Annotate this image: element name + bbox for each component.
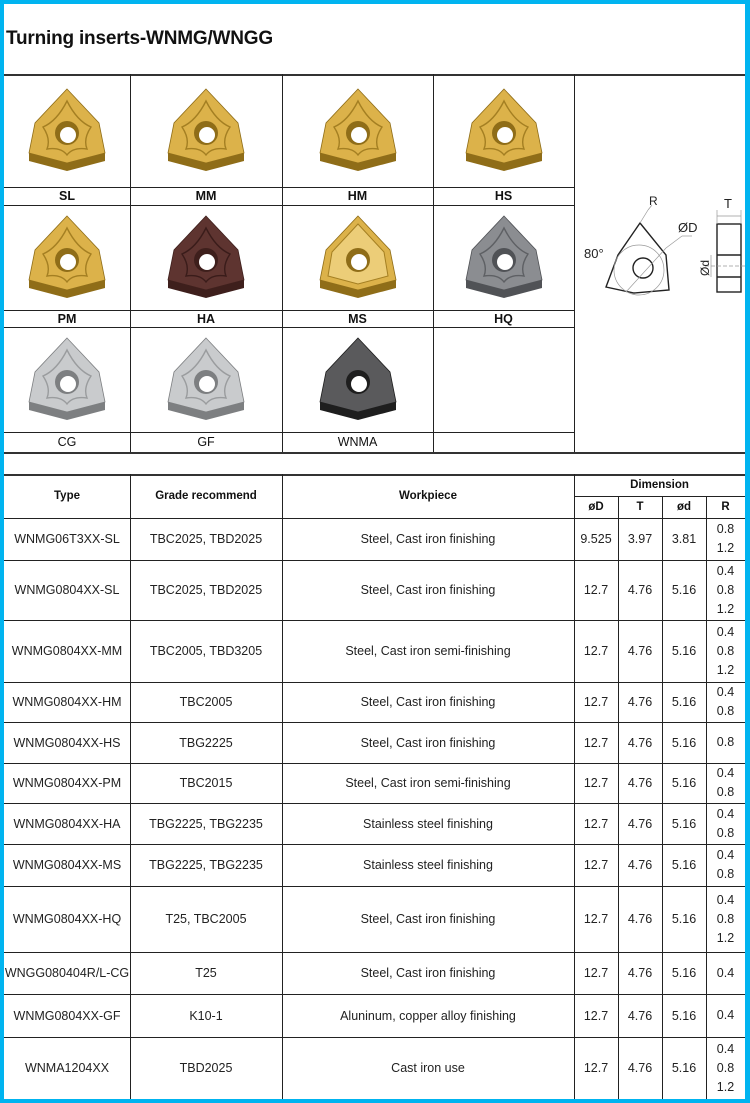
cell-workpiece: Stainless steel finishing	[363, 858, 493, 872]
cell-id: 5.16	[671, 695, 697, 709]
cell-r	[706, 620, 745, 682]
insert-image-hq	[433, 205, 574, 310]
cell-od: 12.7	[583, 858, 609, 872]
cell-id: 5.16	[671, 858, 697, 872]
dimension-drawing	[574, 180, 745, 340]
svg-text:ØD: ØD	[678, 220, 698, 235]
cell-workpiece: Steel, Cast iron semi-finishing	[345, 776, 511, 790]
cell-t: 3.97	[627, 532, 653, 546]
radius-value: 1.2	[716, 541, 735, 555]
cell-workpiece: Steel, Cast iron semi-finishing	[345, 644, 511, 658]
radius-value: 0.8	[716, 911, 735, 926]
page-title: Turning inserts-WNMG/WNGG	[6, 28, 273, 49]
radius-value: 0.8	[716, 735, 735, 749]
cell-type: WNMG0804XX-SL	[14, 583, 120, 597]
header-r: R	[721, 501, 730, 513]
insert-label: PM	[57, 311, 77, 326]
cell-od: 12.7	[583, 816, 609, 831]
cell-grade: TBD2025	[179, 1061, 233, 1075]
cell-r	[706, 1037, 745, 1099]
cell-grade: K10-1	[189, 1008, 223, 1023]
cell-id: 5.16	[671, 912, 697, 926]
insert-label: WNMA	[337, 435, 378, 449]
radius-value: 0.4	[716, 1008, 735, 1022]
svg-text:T: T	[724, 196, 732, 211]
cell-t: 4.76	[627, 776, 653, 790]
insert-image-pm	[4, 205, 130, 310]
cell-od: 9.525	[580, 532, 612, 546]
cell-t: 4.76	[627, 583, 653, 597]
insert-label: MS	[348, 311, 367, 326]
cell-id: 5.16	[671, 583, 697, 597]
radius-value: 0.4	[716, 892, 735, 907]
cell-t: 4.76	[627, 735, 653, 750]
insert-label: HA	[196, 311, 216, 326]
cell-grade: T25, TBC2005	[165, 912, 247, 926]
cell-grade: TBC2005, TBD3205	[149, 644, 263, 658]
radius-value: 0.4	[716, 806, 735, 821]
cell-r	[706, 844, 745, 886]
radius-value: 1.2	[716, 601, 735, 616]
insert-label: CG	[57, 435, 77, 449]
cell-workpiece: Cast iron use	[391, 1061, 465, 1075]
cell-r	[706, 994, 745, 1037]
insert-pm-icon	[17, 210, 117, 306]
cell-workpiece: Steel, Cast iron finishing	[360, 583, 496, 597]
cell-workpiece: Steel, Cast iron finishing	[360, 735, 496, 750]
header-id: ød	[676, 501, 692, 513]
cell-type: WNMG0804XX-HQ	[12, 912, 122, 926]
cell-type: WNMG0804XX-MM	[11, 644, 123, 658]
header-t: T	[636, 501, 644, 513]
cell-grade: TBG2225	[179, 735, 233, 750]
cell-workpiece: Steel, Cast iron finishing	[360, 695, 496, 709]
cell-r	[706, 722, 745, 763]
radius-value: 1.2	[716, 930, 735, 945]
insert-image-hs	[433, 74, 574, 187]
cell-type: WNMG0804XX-HS	[13, 735, 121, 750]
cell-grade: T25	[195, 966, 217, 980]
cell-id: 5.16	[671, 735, 697, 750]
header-dimension: Dimension	[630, 479, 689, 491]
cell-type: WNGG080404R/L-CG	[4, 966, 130, 980]
cell-t: 4.76	[627, 966, 653, 980]
cell-id: 5.16	[671, 776, 697, 790]
radius-value: 0.4	[716, 563, 735, 578]
cell-id: 5.16	[671, 644, 697, 658]
cell-id: 5.16	[671, 1008, 697, 1023]
insert-ha-icon	[156, 210, 256, 306]
cell-od: 12.7	[583, 912, 609, 926]
cell-type: WNMG0804XX-PM	[12, 776, 122, 790]
radius-value: 0.4	[716, 624, 735, 639]
header-od: øD	[588, 501, 604, 513]
insert-image-cg	[4, 327, 130, 432]
cell-grade: TBC2025, TBD2025	[149, 583, 263, 597]
cell-t: 4.76	[627, 644, 653, 658]
radius-value: 0.8	[716, 785, 735, 799]
insert-image-ha	[130, 205, 282, 310]
insert-image-ms	[282, 205, 433, 310]
insert-label: MM	[195, 189, 217, 203]
cell-grade: TBC2015	[179, 776, 233, 790]
insert-sl-icon	[17, 83, 117, 179]
radius-value: 0.8	[716, 522, 735, 536]
cell-od: 12.7	[583, 583, 609, 597]
cell-od: 12.7	[583, 695, 609, 709]
cell-od: 12.7	[583, 644, 609, 658]
cell-type: WNMG0804XX-HA	[13, 816, 121, 831]
insert-label: HS	[494, 189, 513, 203]
cell-od: 12.7	[583, 1008, 609, 1023]
radius-value: 0.8	[716, 704, 735, 718]
cell-t: 4.76	[627, 1061, 653, 1075]
insert-image-hm	[282, 74, 433, 187]
radius-value: 0.4	[716, 685, 735, 699]
cell-type: WNMG06T3XX-SL	[14, 532, 120, 546]
insert-cg-icon	[17, 332, 117, 428]
svg-text:Ød: Ød	[698, 259, 712, 276]
insert-image-mm	[130, 74, 282, 187]
cell-id: 5.16	[671, 966, 697, 980]
cell-grade: TBG2225, TBG2235	[149, 858, 263, 872]
cell-r	[706, 763, 745, 803]
cell-type: WNMG0804XX-GF	[13, 1008, 121, 1023]
cell-type: WNMA1204XX	[24, 1061, 110, 1075]
insert-label: HM	[347, 189, 368, 203]
cell-workpiece: Aluninum, copper alloy finishing	[340, 1008, 516, 1023]
cell-type: WNMG0804XX-HM	[12, 695, 122, 709]
insert-geometry-icon	[574, 180, 745, 340]
cell-od: 12.7	[583, 776, 609, 790]
cell-r	[706, 560, 745, 620]
cell-od: 12.7	[583, 966, 609, 980]
cell-t: 4.76	[627, 816, 653, 831]
insert-label: HQ	[494, 311, 513, 326]
cell-r	[706, 952, 745, 994]
svg-text:80°: 80°	[584, 246, 604, 261]
cell-grade: TBC2005	[179, 695, 233, 709]
insert-hs-icon	[454, 83, 554, 179]
rule-line	[4, 452, 745, 454]
insert-ms-icon	[308, 210, 408, 306]
cell-r	[706, 886, 745, 952]
insert-gf-icon	[156, 332, 256, 428]
radius-value: 0.8	[716, 582, 735, 597]
header-type: Type	[54, 490, 80, 502]
svg-text:R: R	[649, 194, 658, 208]
radius-value: 0.4	[716, 848, 735, 862]
radius-value: 1.2	[716, 662, 735, 677]
cell-id: 5.16	[671, 816, 697, 831]
cell-id: 3.81	[671, 532, 697, 546]
insert-label: GF	[197, 435, 215, 449]
cell-r	[706, 803, 745, 844]
insert-hm-icon	[308, 83, 408, 179]
header-grade: Grade recommend	[155, 490, 257, 502]
cell-workpiece: Steel, Cast iron finishing	[360, 532, 496, 546]
insert-image-sl	[4, 74, 130, 187]
cell-t: 4.76	[627, 858, 653, 872]
cell-od: 12.7	[583, 735, 609, 750]
header-workpiece: Workpiece	[399, 490, 457, 502]
radius-value: 0.8	[716, 867, 735, 881]
cell-t: 4.76	[627, 695, 653, 709]
insert-mm-icon	[156, 83, 256, 179]
cell-r	[706, 518, 745, 560]
cell-r	[706, 682, 745, 722]
cell-id: 5.16	[671, 1061, 697, 1075]
cell-od: 12.7	[583, 1061, 609, 1075]
insert-image-gf	[130, 327, 282, 432]
cell-workpiece: Steel, Cast iron finishing	[360, 966, 496, 980]
insert-image-wnma	[282, 327, 433, 432]
catalog-page	[4, 4, 745, 1099]
radius-value: 1.2	[716, 1079, 735, 1094]
radius-value: 0.8	[716, 643, 735, 658]
radius-value: 0.4	[716, 1041, 735, 1056]
cell-workpiece: Steel, Cast iron finishing	[360, 912, 496, 926]
radius-value: 0.8	[716, 1060, 735, 1075]
radius-value: 0.4	[716, 965, 735, 980]
insert-label: SL	[59, 189, 75, 203]
radius-value: 0.8	[716, 825, 735, 840]
cell-workpiece: Stainless steel finishing	[363, 816, 493, 831]
cell-type: WNMG0804XX-MS	[12, 858, 122, 872]
insert-hq-icon	[454, 210, 554, 306]
cell-grade: TBG2225, TBG2235	[149, 816, 263, 831]
cell-t: 4.76	[627, 912, 653, 926]
insert-wnma-icon	[308, 332, 408, 428]
cell-t: 4.76	[627, 1008, 653, 1023]
radius-value: 0.4	[716, 766, 735, 780]
cell-grade: TBC2025, TBD2025	[149, 532, 263, 546]
